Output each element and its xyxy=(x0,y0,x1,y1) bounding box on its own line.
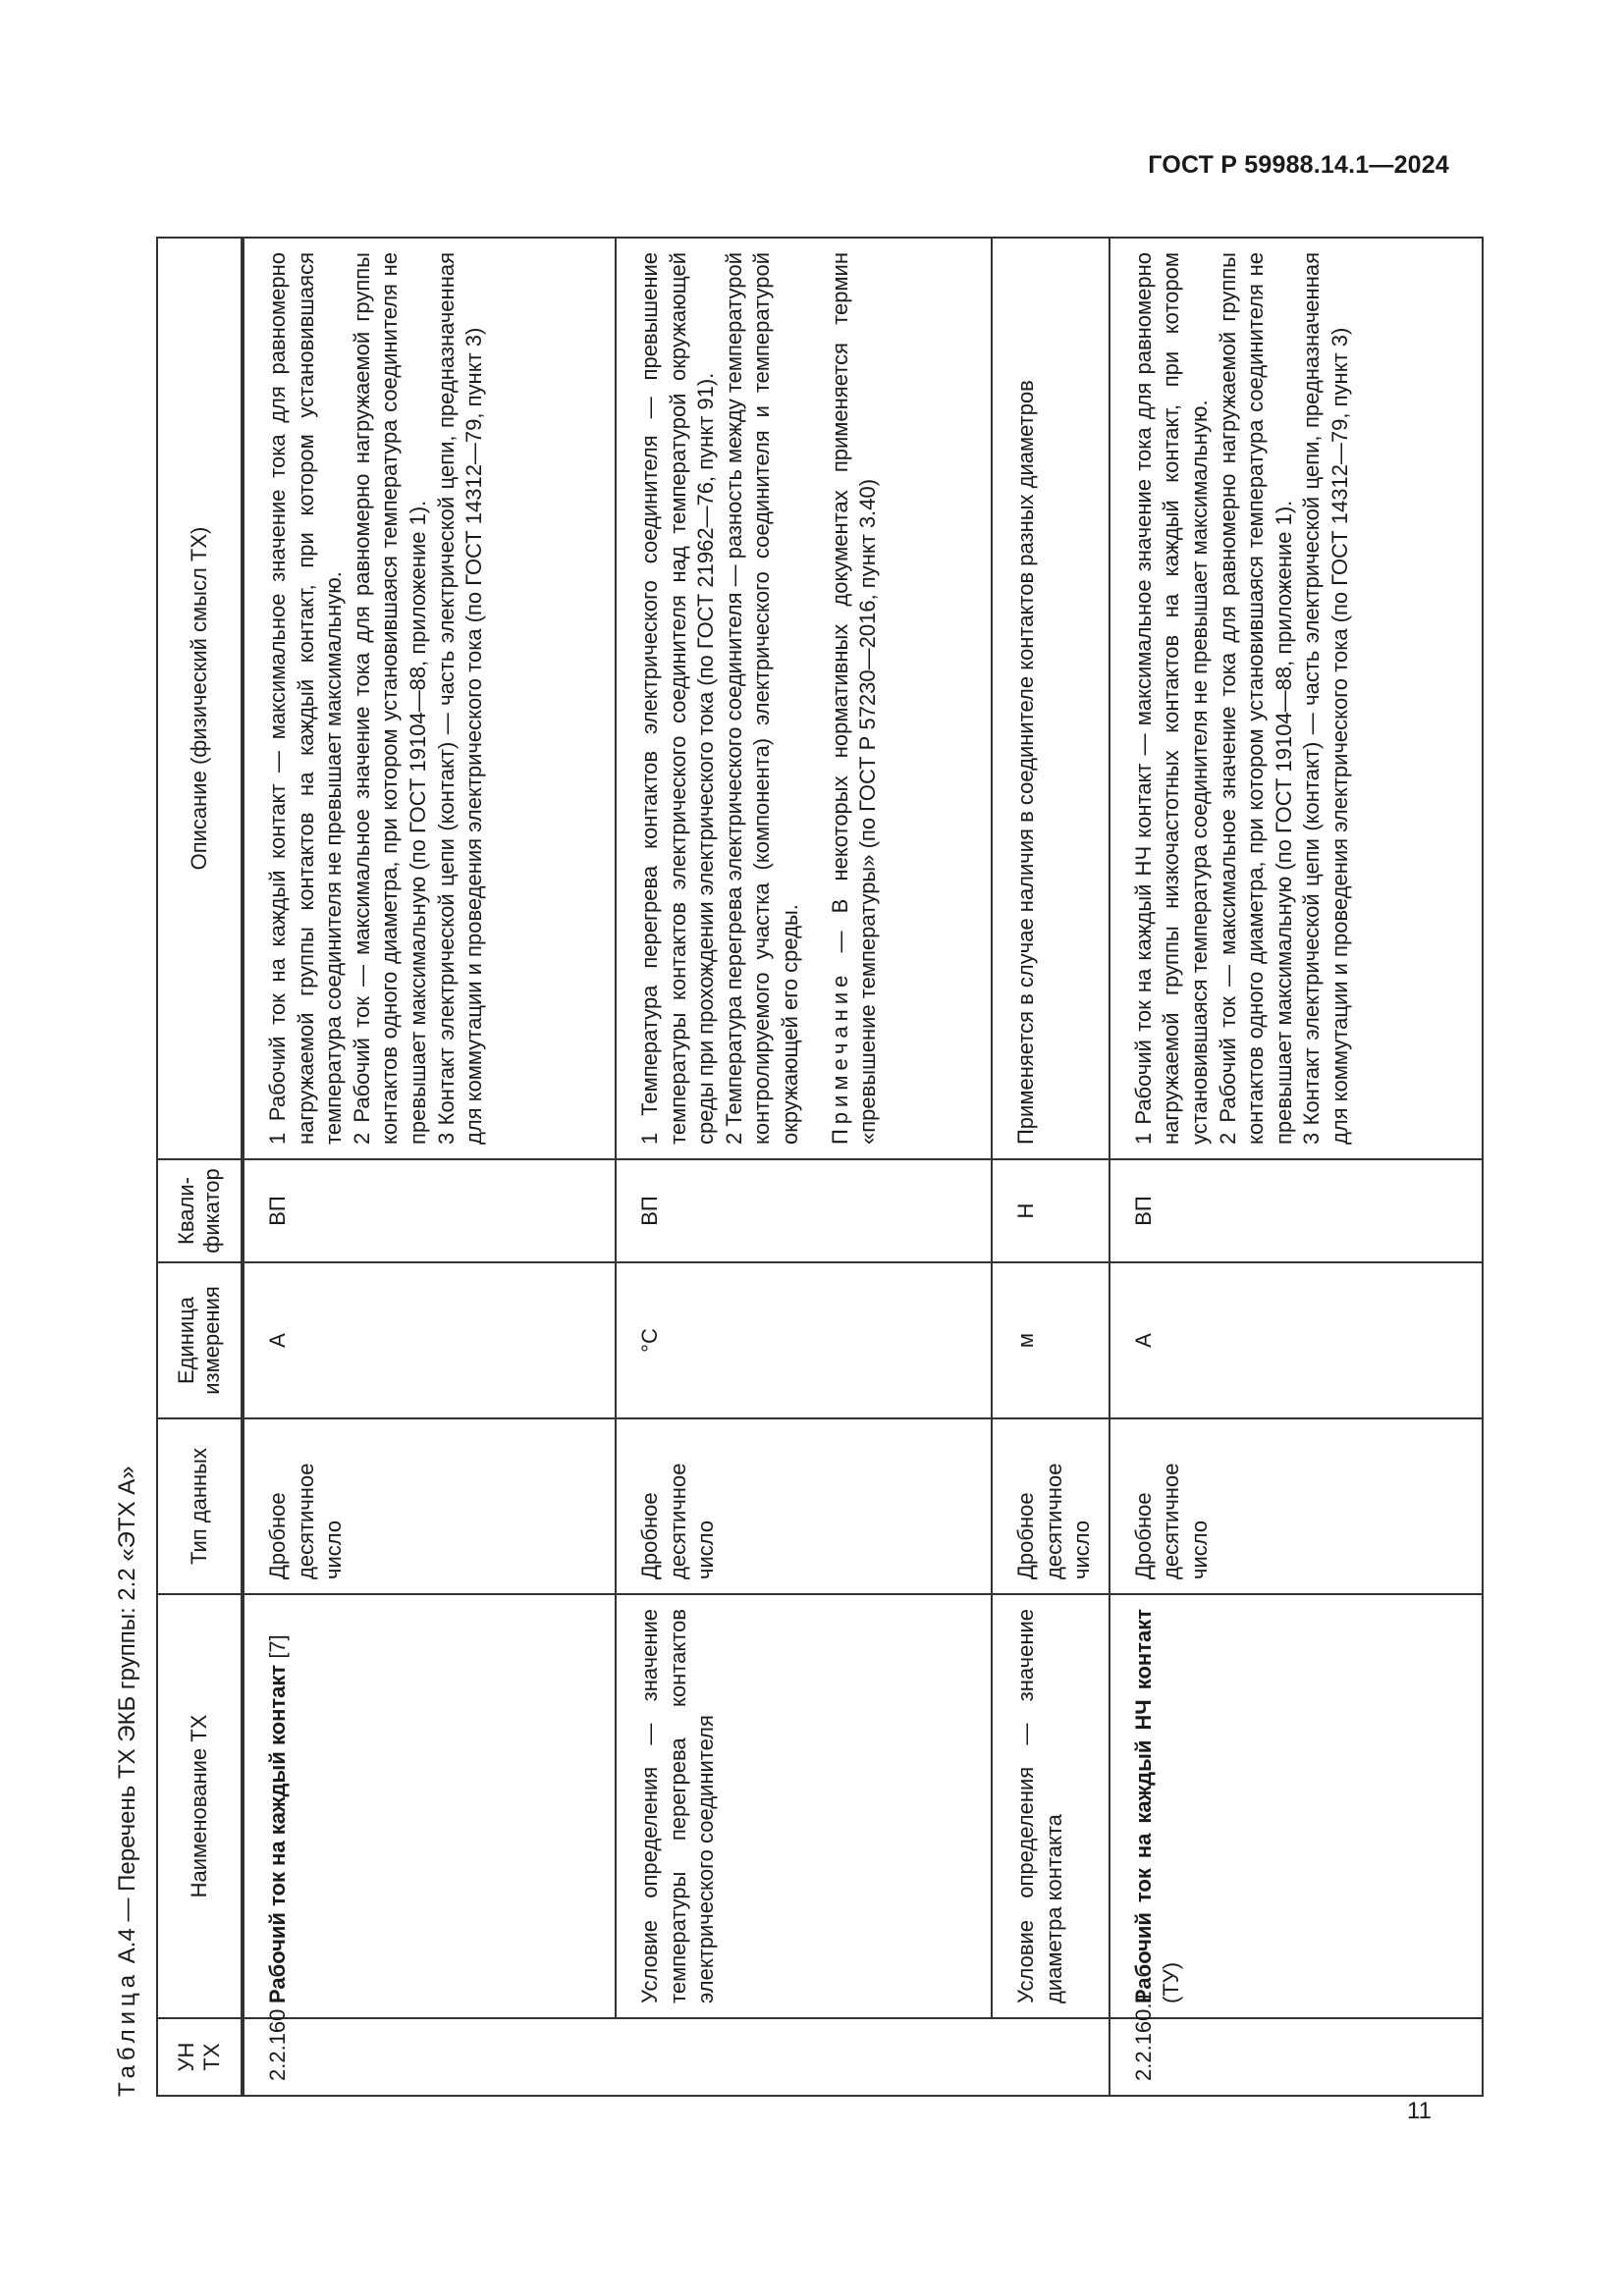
description-line: 3 Контакт электрической цепи (контакт) — часть электрической цепи, предназначенная для коммутации и проведения электрического тока (по ГОСТ 14312—79, пункт 3) xyxy=(433,252,487,1145)
note-text: — В некоторых нормативных документах применяется термин «превышение температуры» (по ГОСТ Р 57230—2016, пункт 3.40) xyxy=(827,252,881,1145)
cell-name-bold: Рабочий ток на каждый НЧ контакт xyxy=(1130,1609,1156,2003)
table-header-row xyxy=(157,238,243,2096)
cell-name-suffix: [7] xyxy=(265,1634,290,1665)
description-note xyxy=(827,252,883,1145)
cell-qualifier: ВП xyxy=(616,1159,992,1262)
cell-description xyxy=(992,238,1110,1159)
header-unit: Единица измерения xyxy=(157,1262,243,1418)
cell-description xyxy=(616,238,992,1159)
table-row xyxy=(992,238,1110,2096)
header-type: Тип данных xyxy=(157,1418,243,1594)
cell-qualifier: Н xyxy=(992,1159,1110,1262)
cell-name-suffix: (ТУ) xyxy=(1159,1961,1184,2003)
table-caption-word: Таблица xyxy=(114,1969,140,2097)
cell-un: 2.2.160 xyxy=(243,2018,1110,2096)
table-row xyxy=(616,238,992,2096)
description-line: 3 Контакт электрической цепи (контакт) — часть электрической цепи, предназначенная для коммутации и проведения электрического тока (по ГОСТ 14312—79, пункт 3) xyxy=(1299,252,1352,1145)
description-line: 2 Рабочий ток — максимальное значение тока для равномерно нагружаемой группы контактов одного диаметра, при котором установившаяся температура соединителя не превышает максимальную (по ГОСТ 19104—88, приложение 1). xyxy=(1215,252,1296,1145)
cell-unit: °С xyxy=(616,1262,992,1418)
header-un: УН ТХ xyxy=(157,2018,243,2096)
description-line: 1 Рабочий ток на каждый контакт — максимальное значение тока для равномерно нагружаемой группы контактов на каждый контакт, при котором установившаяся температура соединителя не превышает максимальную. xyxy=(265,252,347,1145)
landscape-page xyxy=(114,232,1449,2097)
cell-un: 2.2.160.1 xyxy=(1110,2018,1483,2096)
note-label: Примечание xyxy=(827,970,852,1145)
description-line: 1 Рабочий ток на каждый НЧ контакт — максимальное значение тока для равномерно нагружаемой группы низкочастотных контактов на каждый контакт, при котором установившаяся температура соединителя не превышает максимальную. xyxy=(1130,252,1212,1145)
cell-unit: м xyxy=(992,1262,1110,1418)
cell-unit: А xyxy=(243,1262,616,1418)
cell-name: Условие определения — значение температуры перегрева контактов электрического соединителя xyxy=(616,1594,992,2018)
cell-description xyxy=(1110,238,1483,1159)
tx-table xyxy=(156,237,1484,2097)
cell-qualifier: ВП xyxy=(243,1159,616,1262)
header-qualifier: Квали-фикатор xyxy=(157,1159,243,1262)
cell-qualifier: ВП xyxy=(1110,1159,1483,1262)
table-caption-text: А.4 — Перечень ТХ ЭКБ группы: 2.2 «ЭТХ А» xyxy=(114,1466,140,1964)
cell-type: Дробное десятичное число xyxy=(616,1418,992,1594)
cell-description xyxy=(243,238,616,1159)
cell-name-bold: Рабочий ток на каждый контакт xyxy=(265,1664,290,2003)
page-number: 11 xyxy=(1407,2098,1432,2124)
description-line: 2 Рабочий ток — максимальное значение тока для равномерно нагружаемой группы контактов одного диаметра, при котором установившаяся температура соединителя не превышает максимальную (по ГОСТ 19104—88, приложение 1). xyxy=(349,252,430,1145)
table-caption xyxy=(114,1466,141,2097)
header-description: Описание (физический смысл ТХ) xyxy=(157,238,243,1159)
cell-name xyxy=(1110,1594,1483,2018)
cell-unit: А xyxy=(1110,1262,1483,1418)
table-row xyxy=(1110,238,1483,2096)
description-line: 2 Температура перегрева электрического соединителя — разность между температурой контролируемого участка (компонента) электрического соединителя и температурой окружающей его среды. xyxy=(721,252,802,1145)
cell-type: Дробное десятичное число xyxy=(992,1418,1110,1594)
cell-name xyxy=(243,1594,616,2018)
document-code: ГОСТ Р 59988.14.1—2024 xyxy=(1148,151,1449,179)
table-row xyxy=(243,238,616,2096)
cell-type: Дробное десятичное число xyxy=(1110,1418,1483,1594)
header-name: Наименование ТХ xyxy=(157,1594,243,2018)
description-line: Применяется в случае наличия в соединителе контактов разных диаметров xyxy=(1013,380,1038,1145)
description-line: 1 Температура перегрева контактов электрического соединителя — превышение температуры контактов электрического соединителя над температурой окружающей среды при прохождении электрического тока (по ГОСТ 21962—76, пункт 91). xyxy=(637,252,719,1145)
cell-name: Условие определения — значение диаметра контакта xyxy=(992,1594,1110,2018)
cell-type: Дробное десятичное число xyxy=(243,1418,616,1594)
